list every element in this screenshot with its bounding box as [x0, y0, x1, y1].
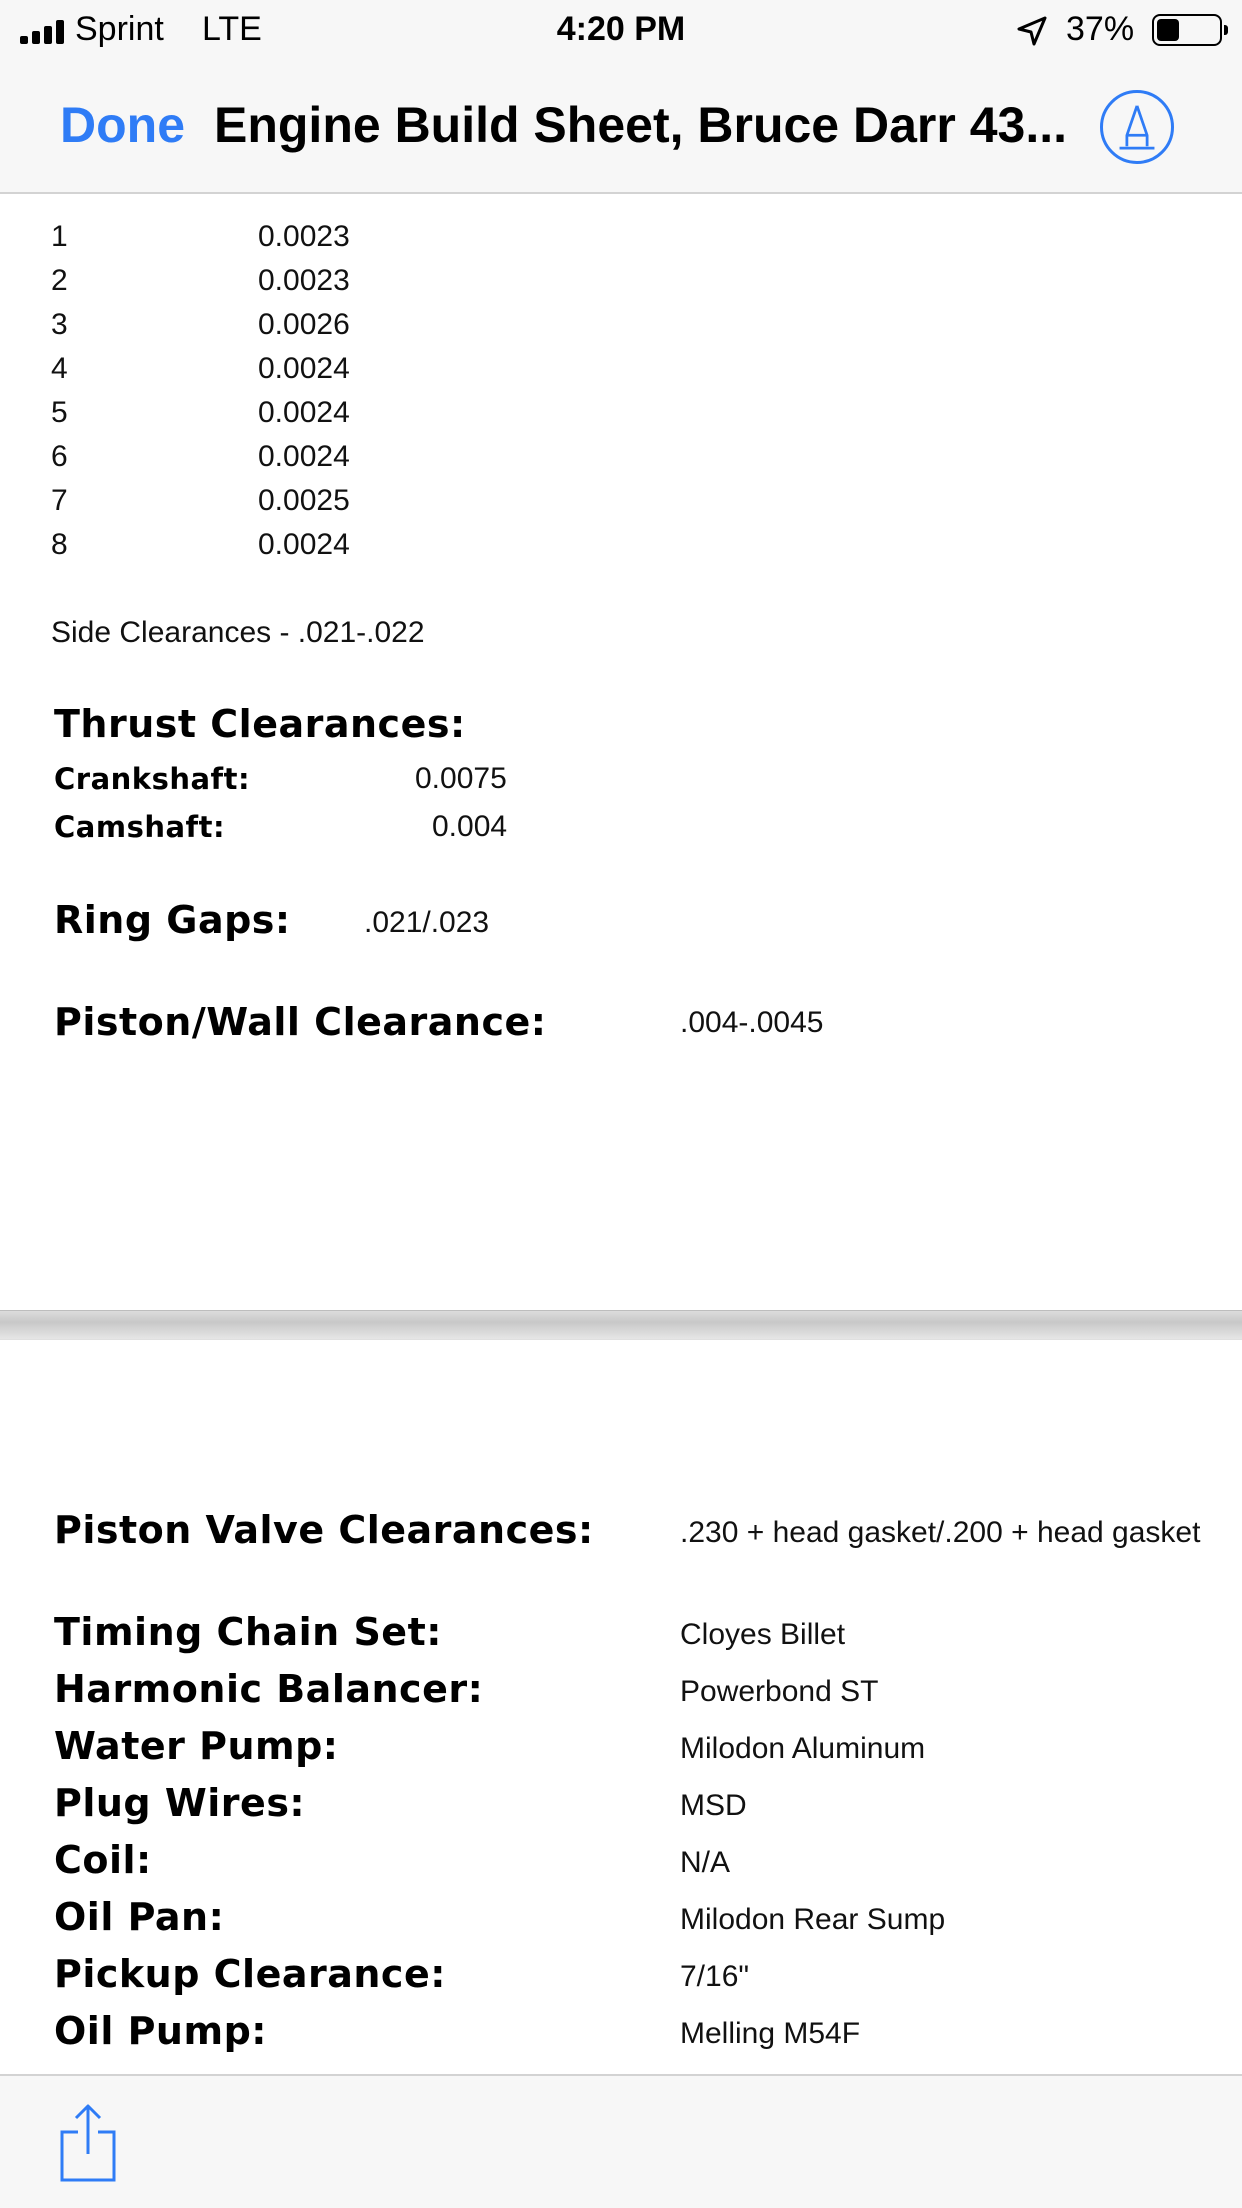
- component-label: Plug Wires:: [54, 1781, 306, 1825]
- component-value: Cloyes Billet: [680, 1618, 846, 1651]
- component-label: Oil Pump:: [54, 2009, 267, 2053]
- status-time: 4:20 PM: [556, 10, 686, 48]
- item-value: 0.0023: [258, 220, 350, 253]
- component-value: MSD: [680, 1789, 747, 1822]
- item-number: 1: [51, 220, 68, 253]
- battery-percent: 37%: [1066, 10, 1135, 48]
- item-number: 4: [51, 352, 68, 385]
- piston-valve-label: Piston Valve Clearances:: [54, 1508, 594, 1552]
- component-value: Melling M54F: [680, 2017, 861, 2050]
- thrust-clearances-heading: Thrust Clearances:: [54, 702, 466, 746]
- camshaft-label: Camshaft:: [54, 810, 226, 844]
- item-value: 0.0024: [258, 528, 350, 561]
- item-number: 2: [51, 264, 68, 297]
- markup-pen-icon[interactable]: [1100, 90, 1174, 164]
- piston-wall-value: .004-.0045: [680, 1006, 824, 1039]
- status-bar: [0, 0, 1242, 62]
- item-number: 5: [51, 396, 68, 429]
- item-value: 0.0026: [258, 308, 350, 341]
- item-value: 0.0024: [258, 396, 350, 429]
- component-label: Coil:: [54, 1838, 152, 1882]
- item-value: 0.0023: [258, 264, 350, 297]
- component-value: N/A: [680, 1846, 731, 1879]
- component-label: Harmonic Balancer:: [54, 1667, 484, 1711]
- component-label: Timing Chain Set:: [54, 1610, 442, 1654]
- item-value: 0.0024: [258, 440, 350, 473]
- component-value: Milodon Rear Sump: [680, 1903, 946, 1936]
- top-bar: [0, 0, 1242, 194]
- component-value: Powerbond ST: [680, 1675, 879, 1708]
- component-value: 7/16": [680, 1960, 750, 1993]
- component-value: Milodon Aluminum: [680, 1732, 926, 1765]
- location-arrow-icon: [1015, 14, 1049, 48]
- item-number: 7: [51, 484, 68, 517]
- item-number: 8: [51, 528, 68, 561]
- carrier-name: Sprint: [75, 10, 164, 48]
- share-icon[interactable]: [58, 2102, 118, 2184]
- item-number: 3: [51, 308, 68, 341]
- piston-valve-value: .230 + head gasket/.200 + head gasket: [680, 1516, 1201, 1549]
- component-label: Oil Pan:: [54, 1895, 225, 1939]
- ring-gaps-label: Ring Gaps:: [54, 898, 291, 942]
- battery-icon: [1152, 14, 1222, 46]
- component-label: Water Pump:: [54, 1724, 339, 1768]
- item-value: 0.0024: [258, 352, 350, 385]
- document-title: Engine Build Sheet, Bruce Darr 43...: [214, 97, 1068, 153]
- component-label: Pickup Clearance:: [54, 1952, 446, 1996]
- item-value: 0.0025: [258, 484, 350, 517]
- bottom-toolbar: [0, 2074, 1242, 2208]
- piston-wall-label: Piston/Wall Clearance:: [54, 1000, 547, 1044]
- done-button[interactable]: Done: [60, 97, 185, 153]
- network-type: LTE: [202, 10, 262, 48]
- item-number: 6: [51, 440, 68, 473]
- crankshaft-label: Crankshaft:: [54, 762, 251, 796]
- camshaft-value: 0.004: [432, 810, 508, 843]
- side-clearances-text: Side Clearances - .021-.022: [51, 616, 425, 649]
- ring-gaps-value: .021/.023: [364, 906, 490, 939]
- page-divider: [0, 1310, 1242, 1340]
- crankshaft-value: 0.0075: [415, 762, 507, 795]
